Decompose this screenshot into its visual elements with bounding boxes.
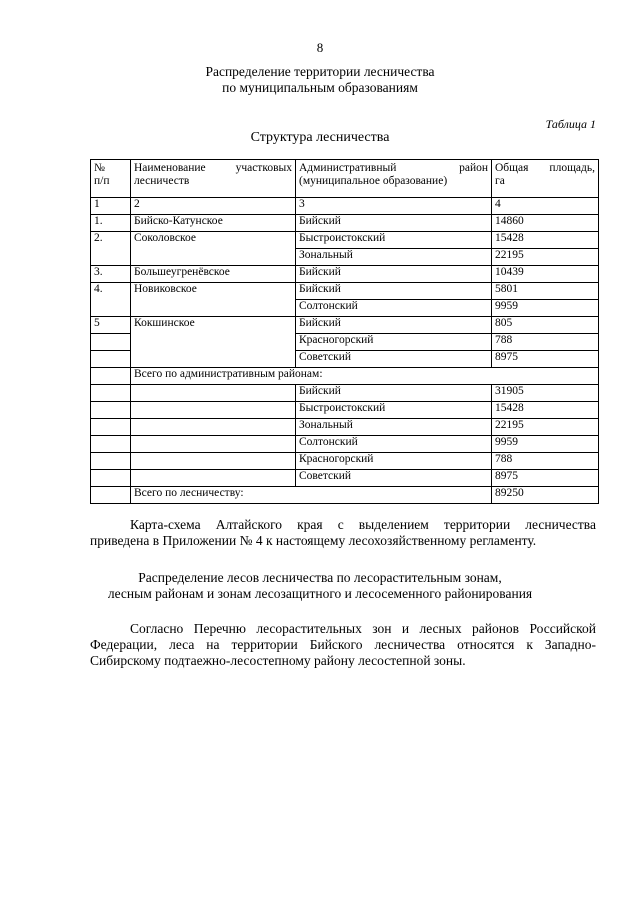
row-name — [131, 402, 296, 419]
zones-section-title — [0, 570, 640, 602]
total-area: 22195 — [492, 419, 599, 436]
row-name: Кокшинское — [131, 317, 296, 368]
row-area: 805 — [492, 317, 599, 334]
row-district: Быстроистокский — [296, 232, 492, 249]
row-name: Бийско-Катунское — [131, 215, 296, 232]
total-area: 9959 — [492, 436, 599, 453]
row-district: Зональный — [296, 249, 492, 266]
district-total-row — [91, 419, 599, 436]
table-index-row — [91, 198, 599, 215]
row-num: 3. — [91, 266, 131, 283]
table-header-row — [91, 160, 599, 198]
header-district — [296, 160, 492, 198]
row-name — [131, 470, 296, 487]
header-num-line: № — [94, 162, 105, 174]
index-cell: 2 — [131, 198, 296, 215]
district-totals-label: Всего по административным районам: — [131, 368, 599, 385]
header-name-line: Наименование участковых — [134, 162, 292, 174]
paragraph-line: Карта-схема Алтайского края с выделением территории лесничества — [130, 517, 596, 532]
row-district: Бийский — [296, 266, 492, 283]
row-num: 2. — [91, 232, 131, 266]
row-num — [91, 453, 131, 470]
header-district-line: (муниципальное образование) — [299, 175, 448, 187]
row-district: Бийский — [296, 215, 492, 232]
header-num-line: п/п — [94, 175, 110, 187]
table-row — [91, 215, 599, 232]
grand-total-row — [91, 487, 599, 504]
district-total-row — [91, 453, 599, 470]
index-cell: 1 — [91, 198, 131, 215]
row-area: 14860 — [492, 215, 599, 232]
paragraph-line: приведена в Приложении № 4 к настоящему лесохозяйственному регламенту. — [90, 533, 537, 548]
district-totals-label-row — [91, 368, 599, 385]
zones-title-line: лесным районам и зонам лесозащитного и лесосеменного районирования — [107, 586, 533, 601]
row-area: 8975 — [492, 351, 599, 368]
table-title: Структура лесничества — [250, 130, 390, 145]
row-num: 1. — [91, 215, 131, 232]
row-num: 5 — [91, 317, 131, 334]
row-district: Красногорский — [296, 334, 492, 351]
row-district: Бийский — [296, 317, 492, 334]
total-area: 8975 — [492, 470, 599, 487]
district-total-row — [91, 470, 599, 487]
header-name-line: лесничеств — [134, 175, 190, 187]
row-num — [91, 470, 131, 487]
row-name — [131, 419, 296, 436]
zones-title-line: Распределение лесов лесничества по лесорастительным зонам, — [138, 570, 502, 585]
row-name: Соколовское — [131, 232, 296, 266]
row-num — [91, 351, 131, 368]
row-num — [91, 436, 131, 453]
table-row — [91, 317, 599, 334]
row-name: Новиковское — [131, 283, 296, 317]
row-name — [131, 385, 296, 402]
row-name: Большеугренёвское — [131, 266, 296, 283]
row-area: 22195 — [492, 249, 599, 266]
table-label: Таблица 1 — [545, 117, 596, 131]
row-num — [91, 487, 131, 504]
header-area-line: га — [495, 175, 505, 187]
row-num — [91, 385, 131, 402]
row-num: 4. — [91, 283, 131, 317]
header-area-line: Общая площадь, — [495, 162, 595, 174]
header-district-line: Административный район — [299, 162, 488, 174]
header-name — [131, 160, 296, 198]
total-district: Солтонский — [296, 436, 492, 453]
forest-zone-paragraph — [90, 621, 596, 669]
total-area: 31905 — [492, 385, 599, 402]
total-area: 15428 — [492, 402, 599, 419]
row-district: Бийский — [296, 283, 492, 300]
total-district: Быстроистокский — [296, 402, 492, 419]
row-area: 15428 — [492, 232, 599, 249]
row-area: 9959 — [492, 300, 599, 317]
index-cell: 4 — [492, 198, 599, 215]
paragraph-line: Федерации, леса на территории Бийского лесничества относятся к Западно- — [90, 637, 596, 652]
row-area: 788 — [492, 334, 599, 351]
row-area: 10439 — [492, 266, 599, 283]
total-district: Бийский — [296, 385, 492, 402]
section-title-line: по муниципальным образованиям — [222, 80, 418, 95]
grand-total-label: Всего по лесничеству: — [131, 487, 492, 504]
row-num — [91, 368, 131, 385]
table-row — [91, 283, 599, 300]
district-total-row — [91, 402, 599, 419]
header-area — [492, 160, 599, 198]
section-title-line: Распределение территории лесничества — [205, 64, 435, 79]
total-area: 788 — [492, 453, 599, 470]
table-row — [91, 266, 599, 283]
table-row — [91, 232, 599, 249]
total-district: Зональный — [296, 419, 492, 436]
index-cell: 3 — [296, 198, 492, 215]
row-area: 5801 — [492, 283, 599, 300]
section-title — [0, 64, 640, 96]
row-num — [91, 419, 131, 436]
row-name — [131, 436, 296, 453]
row-num — [91, 334, 131, 351]
paragraph-line: Сибирскому подтаежно-лесостепному району лесостепной зоны. — [90, 653, 466, 668]
district-total-row — [91, 385, 599, 402]
header-num — [91, 160, 131, 198]
row-name — [131, 453, 296, 470]
total-district: Советский — [296, 470, 492, 487]
total-district: Красногорский — [296, 453, 492, 470]
paragraph-line: Согласно Перечню лесорастительных зон и лесных районов Российской — [130, 621, 596, 636]
grand-total-value: 89250 — [492, 487, 599, 504]
page-number: 8 — [316, 40, 324, 55]
row-district: Солтонский — [296, 300, 492, 317]
map-reference-paragraph — [90, 517, 596, 549]
row-district: Советский — [296, 351, 492, 368]
district-total-row — [91, 436, 599, 453]
row-num — [91, 402, 131, 419]
forestry-structure-table — [90, 159, 599, 504]
